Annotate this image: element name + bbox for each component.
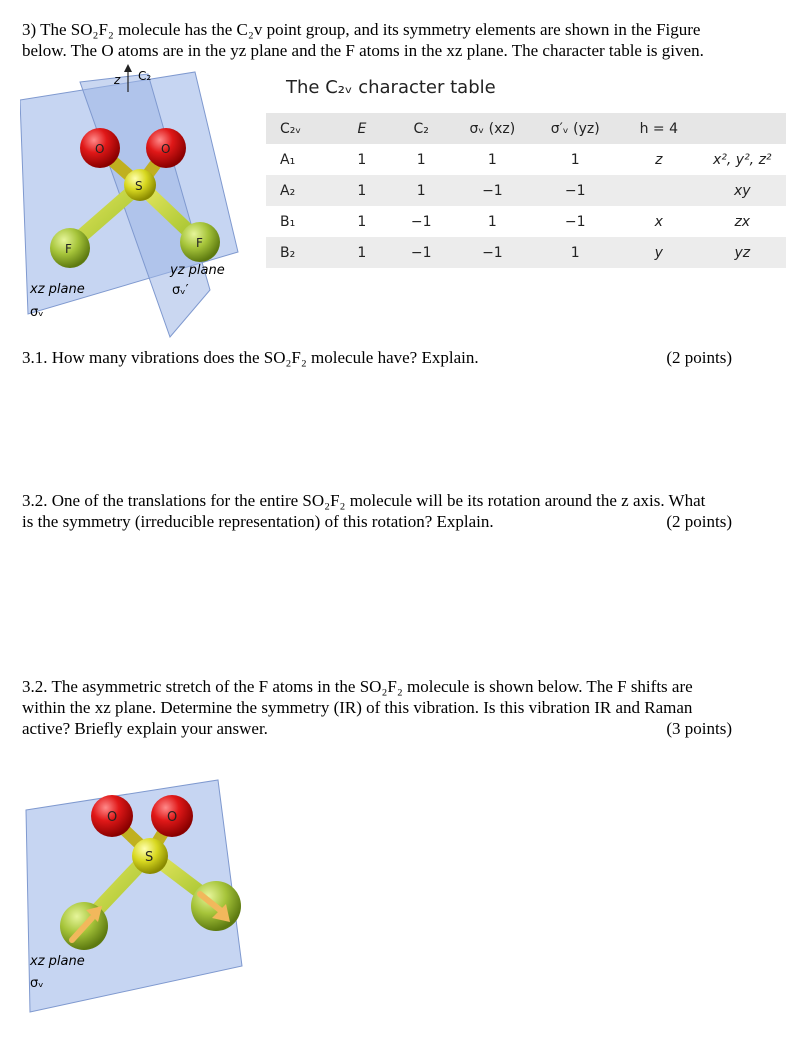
- table-cell: −1: [564, 213, 586, 230]
- character-table-header-row: [266, 113, 786, 144]
- oxygen-label-left: O: [107, 810, 118, 825]
- question31-text: 3.1. How many vibrations does the SO₂F₂ molecule have? Explain.: [22, 348, 479, 367]
- question32b-points: (3 points): [666, 719, 732, 738]
- question32a-line1: 3.2. One of the translations for the entire SO₂F₂ molecule will be its rotation around the z axis. What: [22, 491, 706, 510]
- table-row: [266, 206, 786, 237]
- table-cell: x: [654, 213, 663, 230]
- character-table-title: The C₂ᵥ character table: [286, 77, 496, 98]
- table-cell: [619, 175, 698, 206]
- asymmetric-stretch-figure: [20, 760, 260, 1020]
- c2-axis-arrowhead: [124, 64, 132, 72]
- question3-intro-line2: below. The O atoms are in the yz plane and the F atoms in the xz plane. The character table is given.: [22, 41, 704, 60]
- question3-intro-line1: 3) The SO₂F₂ molecule has the C₂v point group, and its symmetry elements are shown in the Figure: [22, 20, 701, 39]
- table-cell: 1: [357, 213, 367, 230]
- z-axis-label: z: [114, 73, 121, 87]
- table-cell: z: [655, 151, 663, 168]
- header-cell: C₂ᵥ: [280, 120, 302, 137]
- table-cell: B₁: [280, 213, 296, 230]
- header-cell: C₂: [413, 120, 429, 137]
- sigma-v-prime-label: σᵥ′: [172, 283, 189, 298]
- header-cell: [699, 113, 786, 144]
- oxygen-label-right: O: [161, 142, 171, 156]
- table-cell: 1: [416, 151, 426, 168]
- table-cell: 1: [570, 151, 580, 168]
- sulfur-label: S: [145, 850, 154, 865]
- sigma-v-label: σᵥ: [30, 976, 44, 991]
- table-cell: 1: [416, 182, 426, 199]
- header-cell: σ′ᵥ (yz): [550, 120, 600, 137]
- table-cell: 1: [357, 182, 367, 199]
- table-cell: −1: [482, 182, 503, 199]
- yz-plane-label: yz plane: [170, 263, 225, 278]
- oxygen-label-right: O: [167, 810, 178, 825]
- fluorine-label-left: F: [65, 242, 72, 256]
- character-table: [266, 113, 786, 268]
- table-cell: −1: [564, 182, 586, 199]
- question32a-line2: is the symmetry (irreducible representation) of this rotation? Explain.: [22, 512, 494, 531]
- table-cell: −1: [410, 213, 432, 230]
- table-cell: y: [654, 244, 663, 261]
- header-cell: σᵥ (xz): [469, 120, 516, 137]
- question32b-line1: 3.2. The asymmetric stretch of the F atoms in the SO₂F₂ molecule is shown below. The F shifts are: [22, 677, 693, 696]
- table-cell: A₂: [280, 182, 296, 199]
- table-cell: A₁: [280, 151, 296, 168]
- c2-label: C₂: [138, 69, 152, 83]
- question32a-points: (2 points): [666, 512, 732, 531]
- table-cell: x², y², z²: [712, 151, 772, 168]
- table-row: [266, 175, 786, 206]
- table-cell: 1: [570, 244, 580, 261]
- header-cell: E: [357, 120, 367, 137]
- table-cell: 1: [487, 213, 497, 230]
- question32b-line2: within the xz plane. Determine the symmetry (IR) of this vibration. Is this vibration IR and Raman: [22, 698, 693, 717]
- sulfur-label: S: [135, 179, 143, 193]
- table-cell: 1: [357, 244, 367, 261]
- table-row: [266, 144, 786, 175]
- header-cell: h = 4: [639, 120, 679, 137]
- question32b-line3: active? Briefly explain your answer.: [22, 719, 268, 738]
- oxygen-label-left: O: [95, 142, 105, 156]
- xz-plane-label: xz plane: [30, 954, 85, 969]
- table-cell: 1: [487, 151, 497, 168]
- question31-points: (2 points): [666, 348, 732, 367]
- fluorine-label-right: F: [196, 236, 203, 250]
- table-cell: −1: [410, 244, 432, 261]
- table-cell: 1: [357, 151, 367, 168]
- table-cell: xy: [733, 182, 751, 199]
- table-cell: yz: [734, 244, 751, 261]
- table-cell: −1: [482, 244, 503, 261]
- xz-plane-label: xz plane: [30, 282, 85, 297]
- table-cell: B₂: [280, 244, 296, 261]
- so2f2-symmetry-figure: [20, 62, 270, 340]
- table-cell: zx: [734, 213, 751, 230]
- table-row: [266, 237, 786, 268]
- sigma-v-label: σᵥ: [30, 305, 44, 320]
